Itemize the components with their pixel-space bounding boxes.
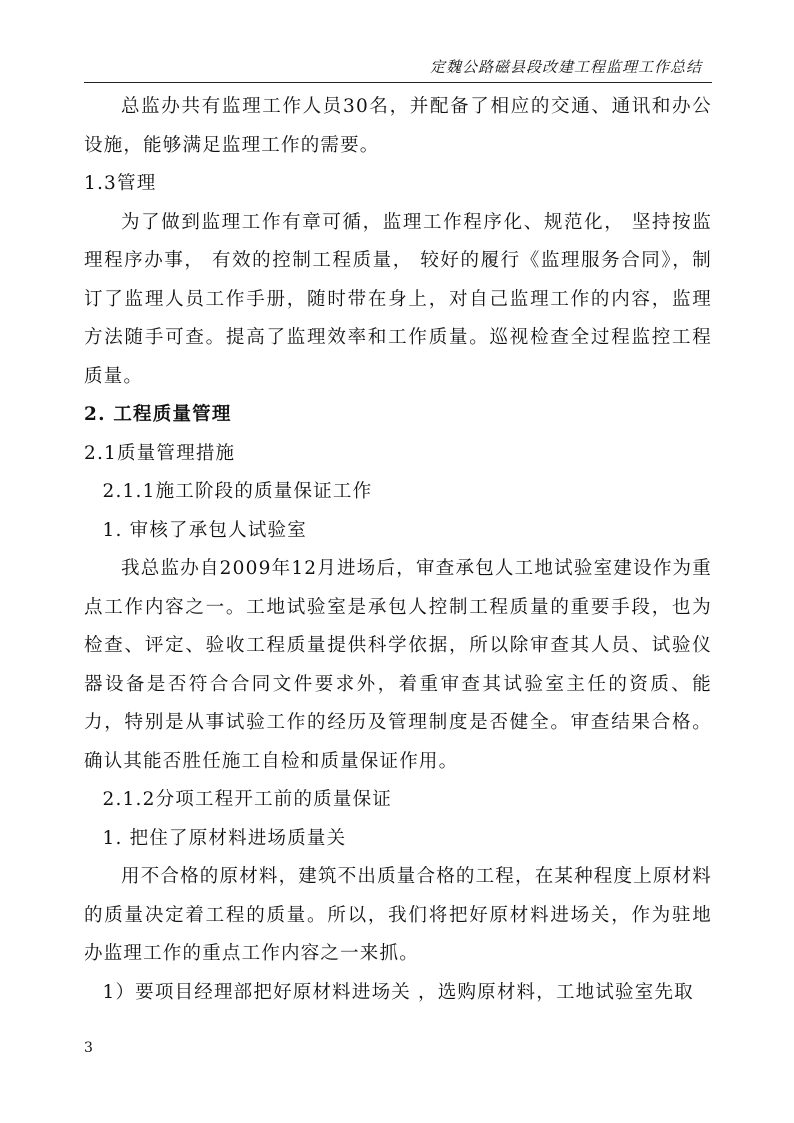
paragraph-lab-review: 我总监办自2009年12月进场后，审查承包人工地试验室建设作为重点工作内容之一。工地试验室是承包人控制工程质量的重要手段，也为检查、评定、验收工程质量提供科学依据，所以除审查其人员、试验仪器设备是否符合合同文件要求外，着重审查其试验室主任的资质、能力，特别是从事试验工作的经历及管理制度是否健全。审查结果合格。确认其能否胜任施工自检和质量保证作用。 (84, 558, 712, 772)
heading-2-1-1: 2.1.1施工阶段的质量保证工作 (102, 481, 373, 502)
document-body (84, 88, 712, 1012)
paragraph-management: 为了做到监理工作有章可循，监理工作程序化、规范化， 坚持按监理程序办事， 有效的控制工程质量， 较好的履行《监理服务合同》，制订了监理人员工作手册，随时带在身上，对自己监理工作的内容，监理方法随手可查。提高了监理效率和工作质量。巡视检查全过程监控工程质量。 (84, 211, 712, 387)
paragraph-raw-materials: 用不合格的原材料，建筑不出质量合格的工程，在某种程度上原材料的质量决定着工程的质量。所以，我们将把好原材料进场关，作为驻地办监理工作的重点工作内容之一来抓。 (84, 866, 713, 964)
header-rule (84, 82, 712, 83)
heading-2-1: 2.1质量管理措施 (84, 442, 236, 464)
paragraph-sub-item-1: 1）要项目经理部把好原材料进场关 ，选购原材料，工地试验室先取 (102, 981, 694, 1003)
heading-1-3: 1.3管理 (84, 173, 157, 194)
heading-2-1-2: 2.1.2分项工程开工前的质量保证 (102, 789, 392, 810)
heading-2: 2. 工程质量管理 (84, 404, 232, 425)
list-item-raw-materials: 1. 把住了原材料进场质量关 (102, 827, 347, 849)
document-header-title: 定魏公路磁县段改建工程监理工作总结 (429, 58, 702, 76)
list-item-review-lab: 1. 审核了承包人试验室 (102, 519, 307, 541)
paragraph-staffing: 总监办共有监理工作人员30名，并配备了相应的交通、通讯和办公设施，能够满足监理工作的需要。 (84, 96, 712, 156)
page-number: 3 (84, 1040, 93, 1056)
